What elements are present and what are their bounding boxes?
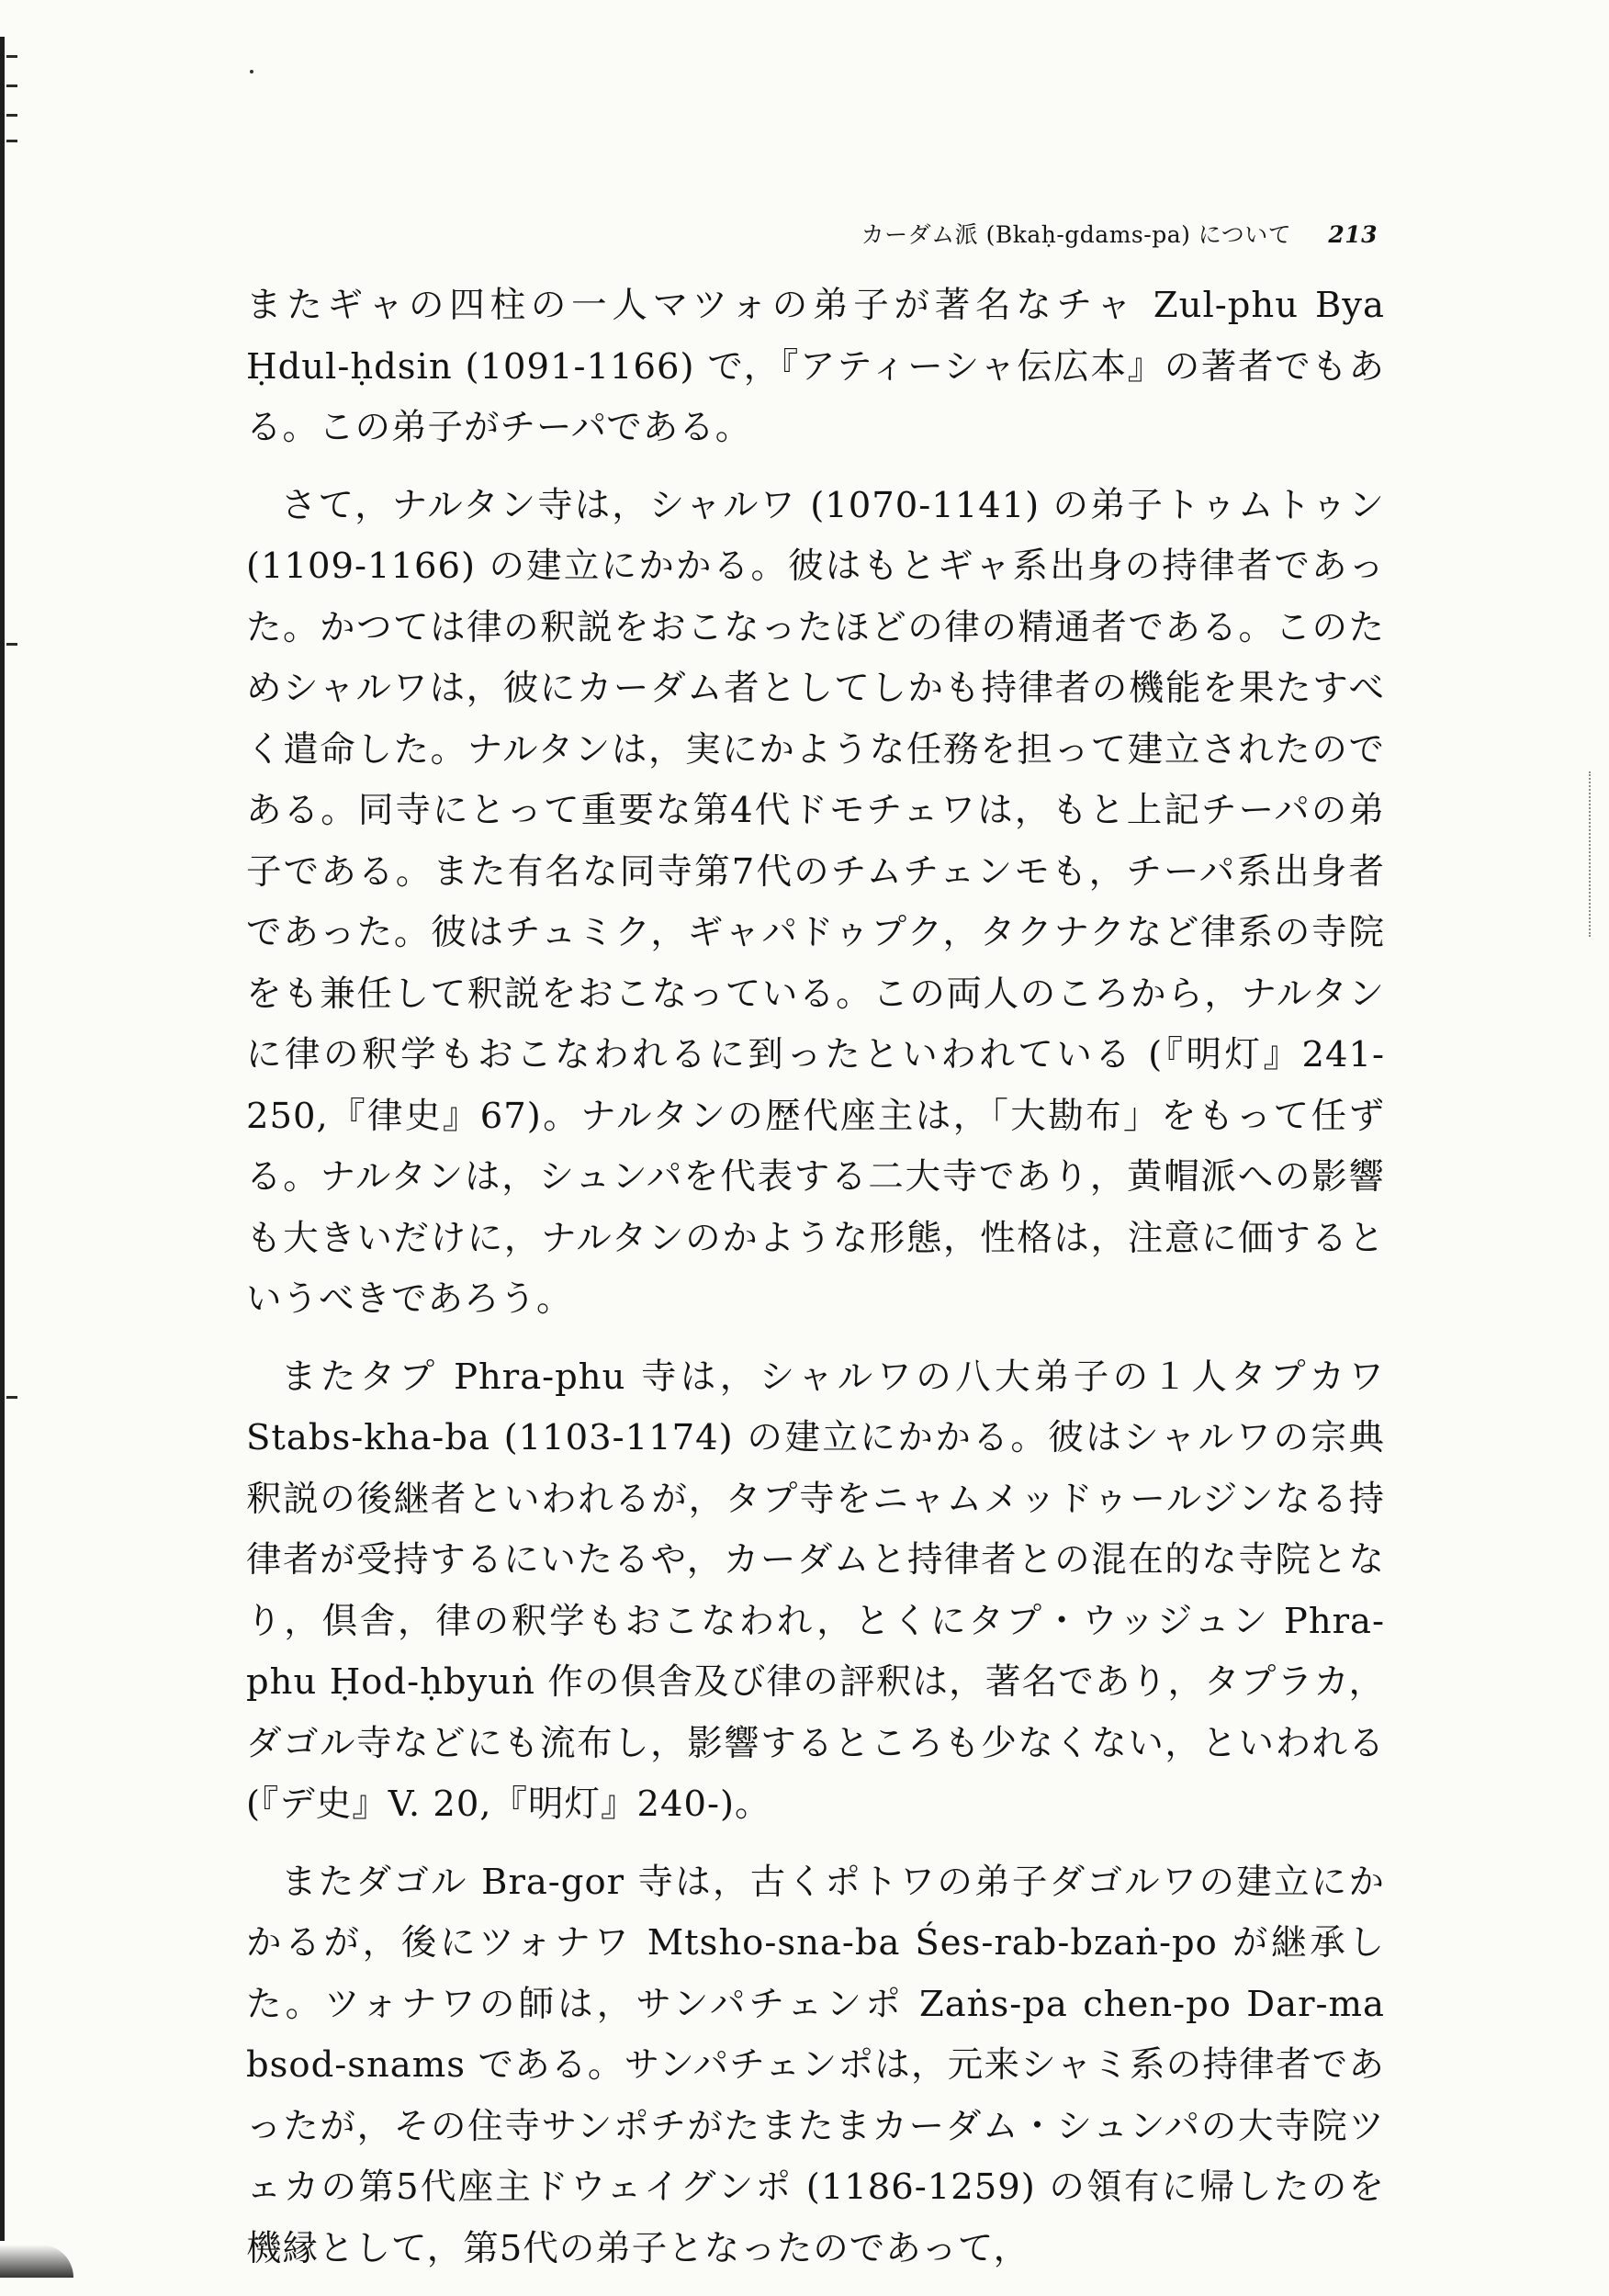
paragraph-4: またダゴル Bra-gor 寺は，古くポトワの弟子ダゴルワの建立にかかるが，後にツォナワ Mtsho-sna-ba Śes-rab-bzaṅ-po が継承した。ツォナワの師は，サンパチェンポ Zaṅs-pa chen-po Dar-ma bsod-snams である。サンパチェンポは，元来シャミ系の持律者であったが，その住寺サンポチがたまたまカーダム・シュンパの大寺院ツェカの第5代座主ドウェイグンポ (1186-1259) の領有に帰したのを機縁として，第5代の弟子となったのであって，	[246, 1861, 1385, 2269]
running-title: カーダム派 (Bkaḥ-gdams-pa) について	[861, 221, 1292, 248]
body-text	[246, 276, 1385, 2296]
page-number: 213	[1328, 221, 1378, 248]
paragraph-3: またタプ Phra-phu 寺は，シャルワの八大弟子の１人タプカワ Stabs-kha-ba (1103-1174) の建立にかかる。彼はシャルワの宗典釈説の後継者といわれるが，タプ寺をニャムメッドゥールジンなる持律者が受持するにいたるや，カーダムと持律者との混在的な寺院となり，倶舎，律の釈学もおこなわれ，とくにタプ・ウッジュン Phra-phu Ḥod-ḥbyuṅ 作の倶舎及び律の評釈は，著名であり，タプラカ，ダゴル寺などにも流布し，影響するところも少なくない，といわれる (『デ史』V. 20,『明灯』240-)。	[246, 1356, 1385, 1825]
binding-edge-shadow	[0, 37, 25, 2241]
scan-smudge	[0, 2245, 73, 2278]
scan-dots	[1589, 771, 1591, 937]
scan-speck	[250, 70, 253, 73]
paragraph-1: またギャの四柱の一人マツォの弟子が著名なチャ Zul-phu Bya Ḥdul-ḥdsin (1091-1166) で，『アティーシャ伝広本』の著者でもある。この弟子がチーパである。	[246, 285, 1385, 448]
paragraph-2: さて，ナルタン寺は，シャルワ (1070-1141) の弟子トゥムトゥン (1109-1166) の建立にかかる。彼はもとギャ系出身の持律者であった。かつては律の釈説をおこなったほどの律の精通者である。このためシャルワは，彼にカーダム者としてしかも持律者の機能を果たすべく遣命した。ナルタンは，実にかような任務を担って建立されたのである。同寺にとって重要な第4代ドモチェワは，もと上記チーパの弟子である。また有名な同寺第7代のチムチェンモも，チーパ系出身者であった。彼はチュミク，ギャパドゥプク，タクナクなど律系の寺院をも兼任して釈説をおこなっている。この両人のころから，ナルタンに律の釈学もおこなわれるに到ったといわれている (『明灯』241-250,『律史』67)。ナルタンの歴代座主は，「大勘布」をもって任ずる。ナルタンは，シュンパを代表する二大寺であり，黄帽派への影響も大きいだけに，ナルタンのかような形態，性格は，注意に価するというべきであろう。	[246, 484, 1385, 1320]
running-header	[808, 217, 1378, 250]
